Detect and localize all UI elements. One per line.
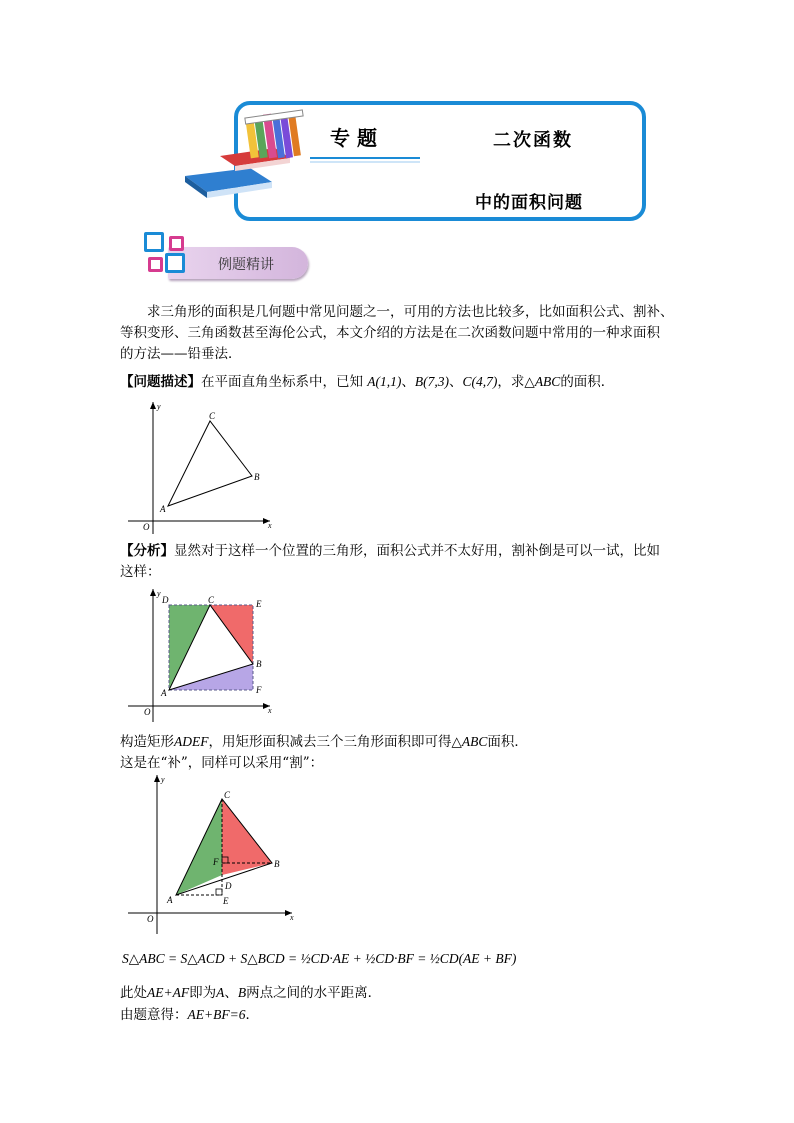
closing-notes [120,982,680,1026]
label-x-axis-3: x [290,913,294,922]
label-a: A [160,504,166,514]
label-y-axis-2: y [157,589,161,598]
point-c: C(4,7) [462,374,498,389]
label-b-2: B [256,659,262,669]
note1-expr: AE+AF [147,985,190,1000]
point-a: A(1,1) [367,374,402,389]
label-origin-2: O [144,707,151,717]
label-x-axis-2: x [268,706,272,715]
label-b-3: B [274,859,280,869]
analysis-paragraph [120,541,680,583]
rect-note-post: 面积． [487,734,528,750]
intro-paragraph [120,302,680,365]
books-icon [180,108,310,203]
sep-2: 、 [449,374,463,390]
note2-a: 由题意得： [120,1007,188,1023]
rect-note-tri: ABC [461,734,488,749]
figure-rectangle [120,586,280,726]
triangle-name: ABC [534,374,561,389]
point-b: B(7,3) [414,374,450,389]
label-f: F [256,685,262,695]
label-e: E [256,599,262,609]
note1-pb: B [237,985,247,1000]
page-subtitle: 中的面积问题 [475,193,583,213]
label-d: D [162,595,169,605]
label-c: C [209,411,216,421]
note1-pa: A [216,985,225,1000]
section-label: 例题精讲 [218,257,274,273]
problem-statement [120,371,680,393]
label-a-3: A [167,895,173,905]
figure-triangle [120,396,280,536]
topic-label: 专 题 [330,126,377,150]
label-y-axis-3: y [161,775,165,784]
problem-text-b: ，求△ [497,374,535,390]
intro-line-2: 等积变形、三角函数甚至海伦公式，本文介绍的方法是在二次函数问题中常用的一种求面积 [120,325,660,341]
label-c-2: C [208,595,215,605]
rect-name: ADEF [174,734,209,749]
label-f-3: F [213,857,219,867]
rectangle-note [120,731,680,774]
label-origin: O [143,522,150,532]
intro-line-3: 的方法——铅垂法． [120,346,242,362]
sep-1: 、 [401,374,415,390]
problem-text-c: 的面积． [560,374,615,390]
figure-split [120,772,300,937]
note1-b: 即为 [189,985,217,1001]
label-e-3: E [223,896,229,906]
area-formula: S△ABC = S△ACD + S△BCD = ½CD·AE + ½CD·BF = ½CD(AE + BF) [122,951,517,966]
note1-a: 此处 [120,985,147,1001]
header-banner [180,98,650,228]
label-a-2: A [161,688,167,698]
split-note: 这是在“补”，同样可以采用“割”： [120,755,324,771]
label-origin-3: O [147,914,154,924]
analysis-tag: 【分析】 [120,543,174,559]
note1-d: 两点之间的水平距离． [246,985,382,1001]
rect-note-mid: ，用矩形面积减去三个三角形面积即可得△ [208,734,462,750]
note2-b: ． [245,1007,259,1023]
label-b: B [254,472,260,482]
label-c-3: C [224,790,231,800]
problem-tag: 【问题描述】 [120,374,201,390]
label-d-3: D [225,881,232,891]
problem-text-a: 在平面直角坐标系中，已知 [201,374,363,390]
rect-note-pre: 构造矩形 [120,734,174,750]
note1-c: 、 [224,985,238,1001]
label-y-axis: y [157,402,161,411]
analysis-line-2: 这样： [120,564,161,580]
analysis-line-1: 显然对于这样一个位置的三角形，面积公式并不太好用，割补倒是可以一试，比如 [174,543,660,559]
squares-icon [142,230,190,278]
intro-line-1: 求三角形的面积是几何题中常见问题之一，可用的方法也比较多，比如面积公式、割补、 [147,304,674,320]
page-title: 二次函数 [493,130,573,151]
section-header [140,230,312,282]
label-x-axis: x [268,521,272,530]
note2-expr: AE+BF=6 [187,1007,246,1022]
